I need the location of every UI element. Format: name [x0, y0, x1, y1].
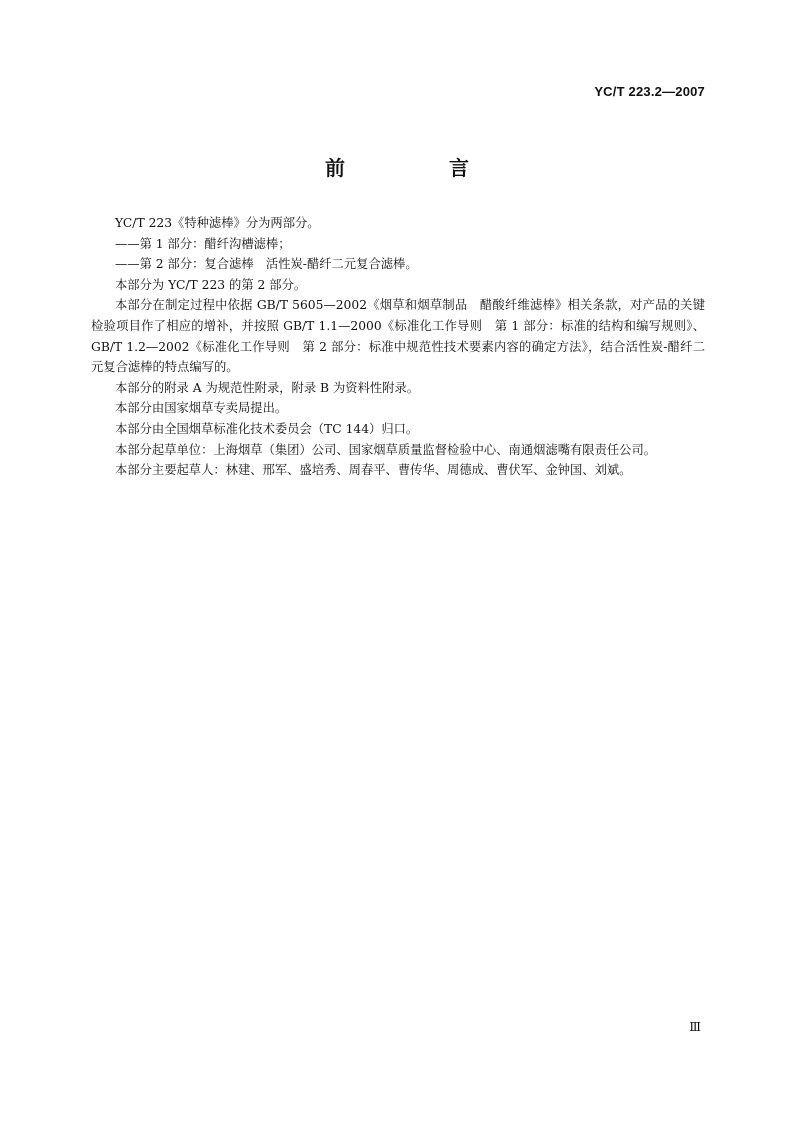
paragraph: 本部分为 YC/T 223 的第 2 部分。 — [115, 277, 307, 292]
standard-code: YC/T 223.2—2007 — [594, 84, 705, 99]
paragraph: 本部分起草单位：上海烟草（集团）公司、国家烟草质量监督检验中心、南通烟滤嘴有限责任公司。 — [115, 442, 657, 457]
paragraph: 本部分的附录 A 为规范性附录，附录 B 为资料性附录。 — [115, 380, 420, 395]
paragraph: YC/T 223《特种滤棒》分为两部分。 — [115, 216, 320, 230]
page-number: Ⅲ — [689, 1020, 700, 1034]
paragraph: 本部分由国家烟草专卖局提出。 — [115, 401, 288, 416]
list-item: ——第 1 部分：醋纤沟槽滤棒； — [115, 236, 291, 251]
page-title: 前 言 — [325, 156, 511, 180]
foreword-body — [91, 213, 705, 481]
paragraph: 本部分由全国烟草标准化技术委员会（TC 144）归口。 — [115, 421, 419, 436]
paragraph: 本部分在制定过程中依据 GB/T 5605—2002《烟草和烟草制品 醋酸纤维滤棒》相关条款，对产品的关键检验项目作了相应的增补，并按照 GB/T 1.1—2000《标准化工作导则 第 1 部分：标准的结构和编写规则》、GB/T 1.2—2002《标准化工作导则 第 2 部分：标准中规范性技术要素内容的确定方法》，结合活性炭-醋纤二元复合滤棒的特点编写的。 — [91, 298, 705, 375]
list-item: ——第 2 部分：复合滤棒 活性炭-醋纤二元复合滤棒。 — [115, 257, 418, 272]
paragraph: 本部分主要起草人：林建、邢军、盛培秀、周春平、曹传华、周德成、曹伏军、金钟国、刘斌。 — [115, 463, 632, 478]
